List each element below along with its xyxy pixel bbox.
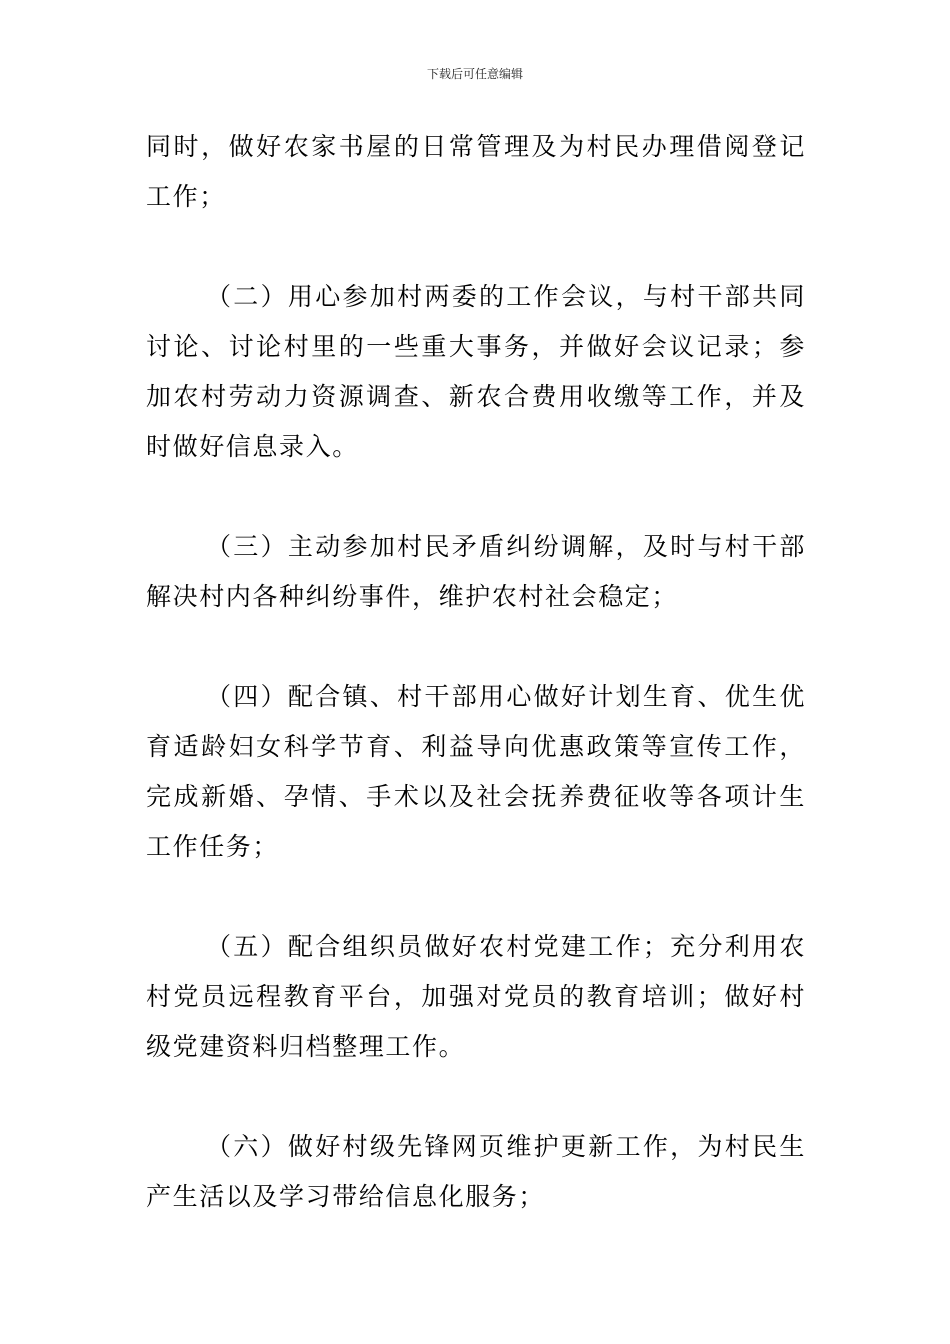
paragraph-item-3: （三）主动参加村民矛盾纠纷调解，及时与村干部解决村内各种纠纷事件，维护农村社会稳定；: [146, 532, 806, 611]
page-header-note: 下载后可任意编辑: [426, 67, 523, 81]
paragraph-continuation: 同时，做好农家书屋的日常管理及为村民办理借阅登记工作；: [146, 132, 806, 211]
paragraph-gap: [146, 1072, 806, 1122]
paragraph-item-4: （四）配合镇、村干部用心做好计划生育、优生优育适龄妇女科学节育、利益导向优惠政策等宣传工作，完成新婚、孕情、手术以及社会抚养费征收等各项计生工作任务；: [146, 682, 806, 861]
paragraph-item-2: （二）用心参加村两委的工作会议，与村干部共同讨论、讨论村里的一些重大事务，并做好会议记录；参加农村劳动力资源调查、新农合费用收缴等工作，并及时做好信息录入。: [146, 282, 806, 461]
paragraph-gap: [146, 872, 806, 922]
paragraph-gap: [146, 472, 806, 522]
paragraph-item-6: （六）做好村级先锋网页维护更新工作，为村民生产生活以及学习带给信息化服务；: [146, 1132, 806, 1211]
paragraph-gap: [146, 222, 806, 272]
paragraph-gap: [146, 622, 806, 672]
paragraph-item-5: （五）配合组织员做好农村党建工作；充分利用农村党员远程教育平台，加强对党员的教育培训；做好村级党建资料归档整理工作。: [146, 932, 806, 1061]
document-body: [146, 122, 806, 1222]
